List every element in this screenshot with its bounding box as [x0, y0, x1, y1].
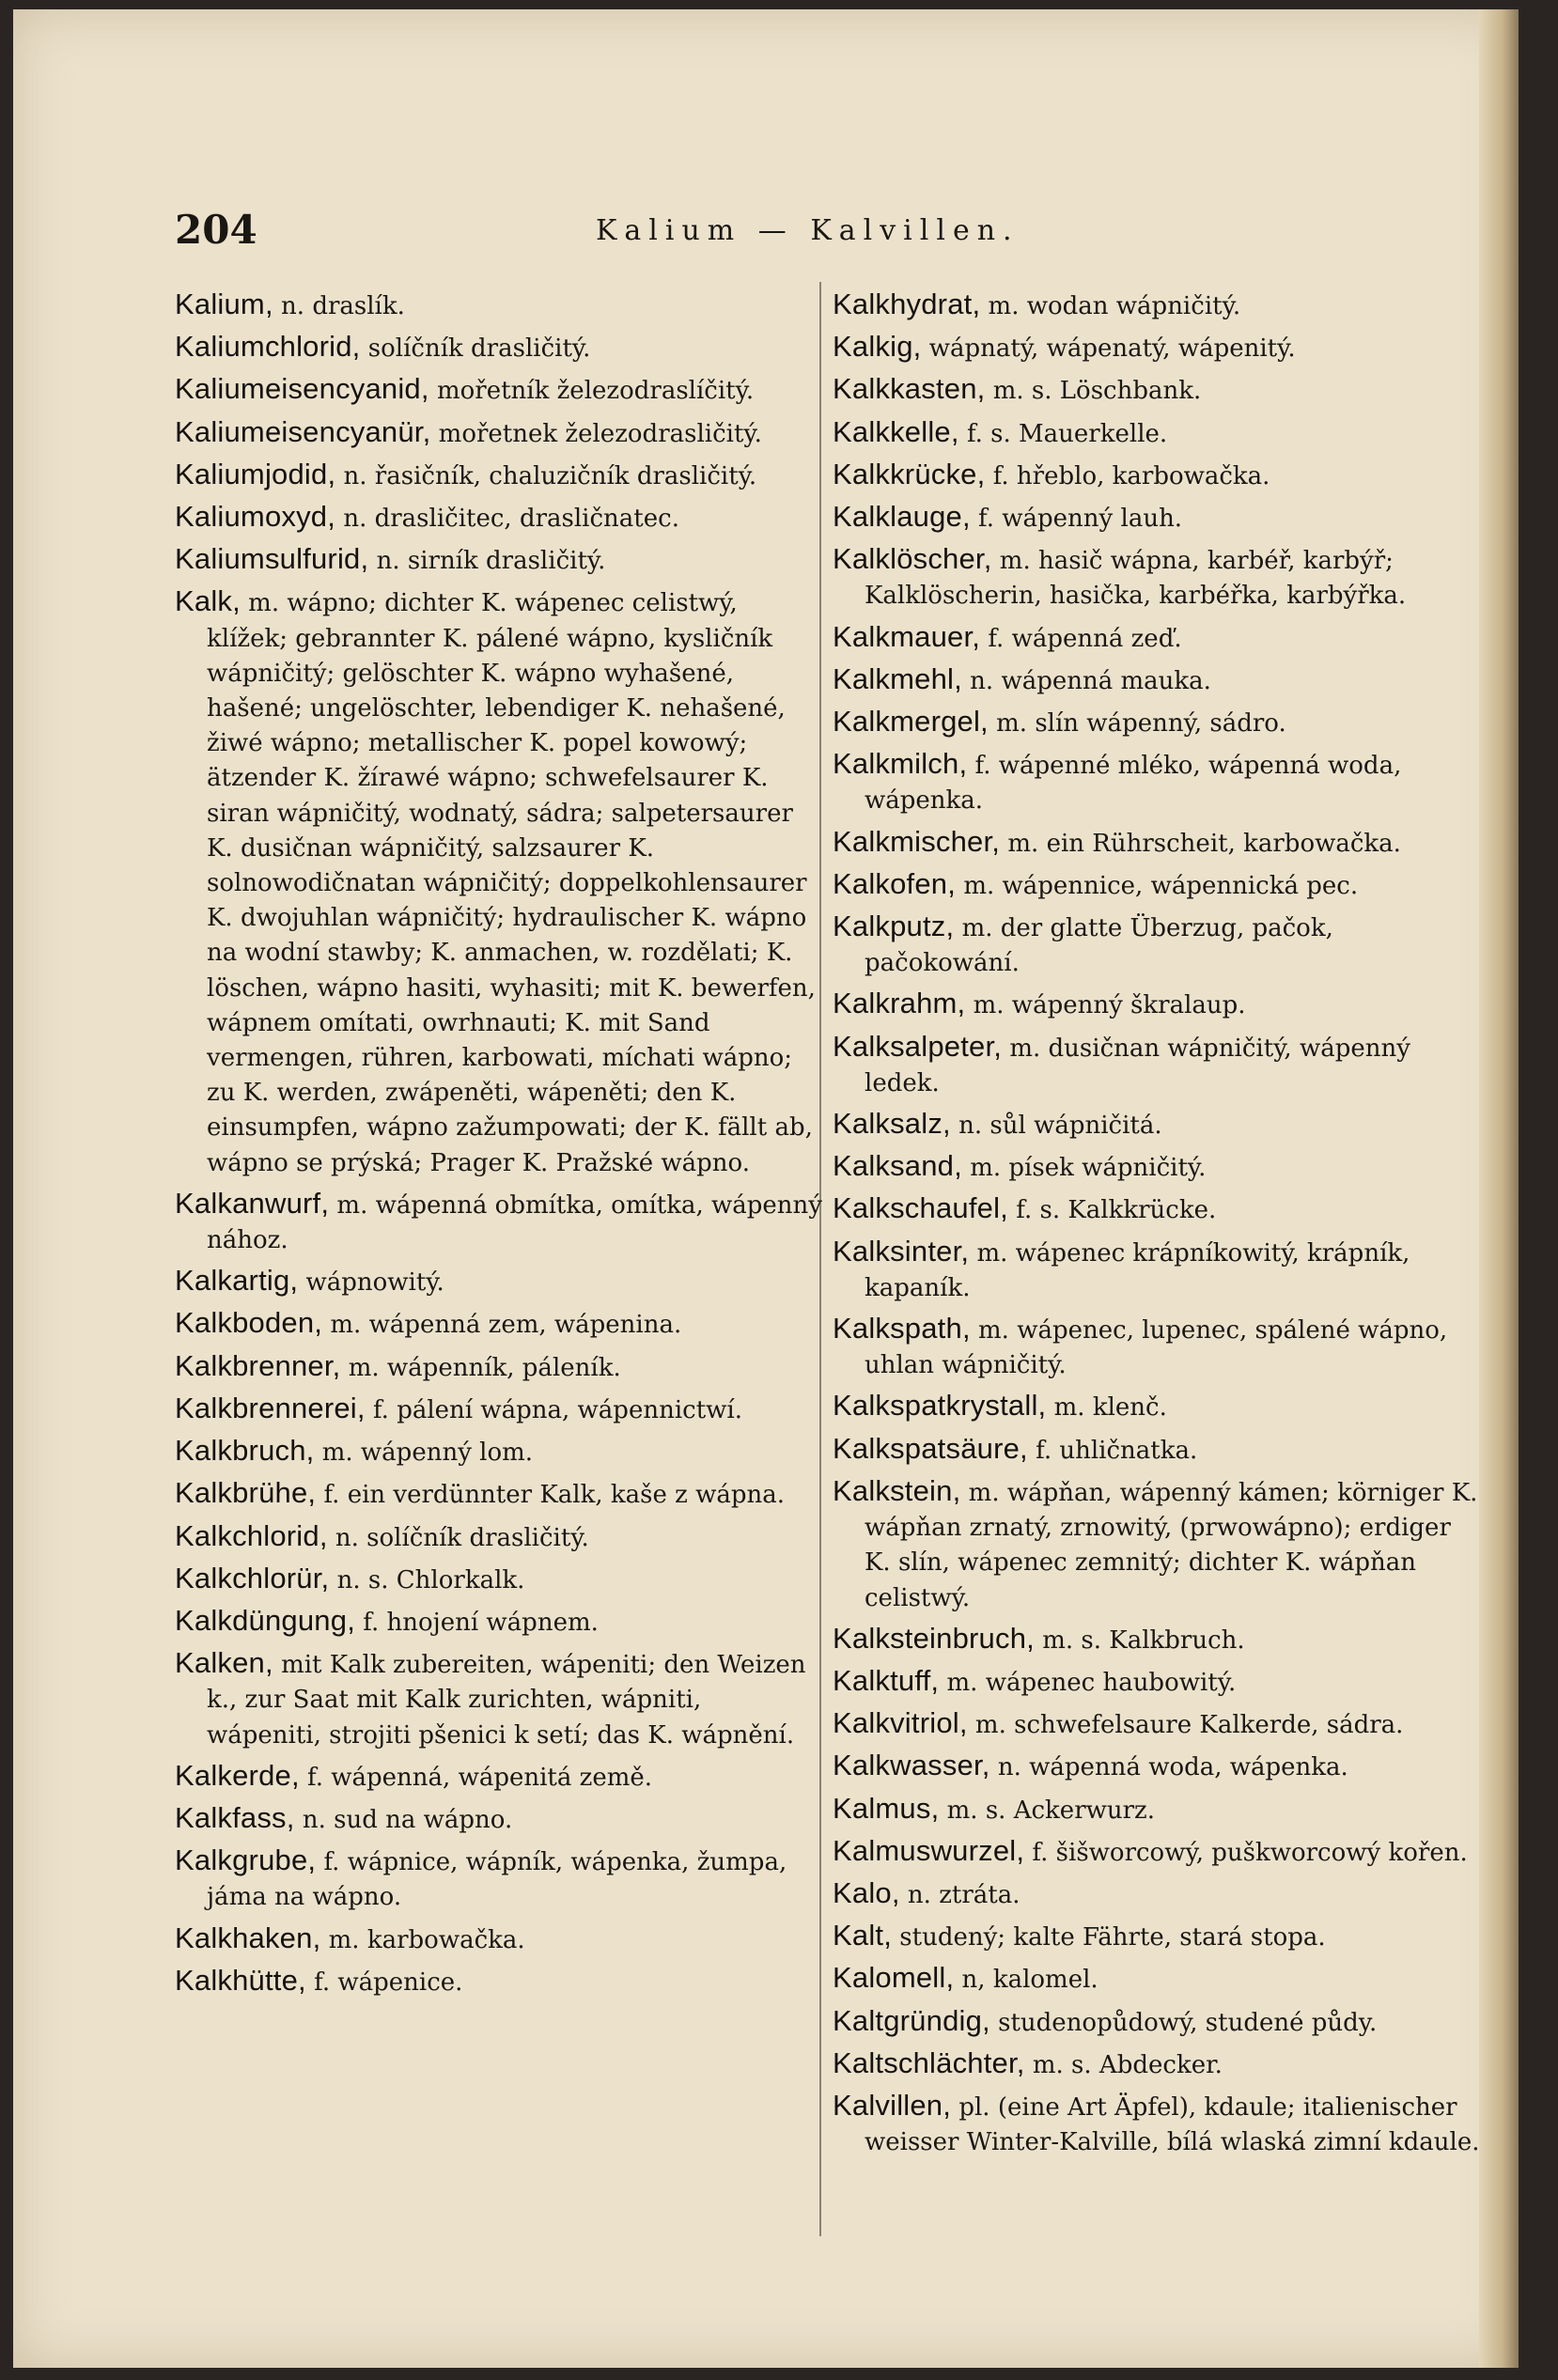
entry-definition: m. der glatte Überzug, pačok, pačokowání. — [865, 914, 1333, 978]
dictionary-entry — [833, 824, 1481, 862]
entry-definition: studenopůdowý, studené půdy. — [989, 2008, 1378, 2037]
entry-headword: Kalktuff, — [833, 1663, 940, 1697]
entry-headword: Kalksand, — [833, 1149, 962, 1183]
book-spine-edge — [1479, 9, 1519, 2368]
entry-headword: Kalkfass, — [175, 1800, 295, 1834]
dictionary-entry — [833, 541, 1481, 614]
dictionary-entry — [175, 1518, 823, 1556]
entry-definition: n. solíčník drasličitý. — [327, 1523, 589, 1552]
dictionary-entry — [833, 1663, 1481, 1701]
entry-headword: Kalkkrücke, — [833, 457, 986, 490]
entry-definition: m. ein Rührscheit, karbowačka. — [1000, 829, 1401, 858]
entry-definition: f. ein verdünnter Kalk, kaše z wápna. — [316, 1481, 785, 1510]
dictionary-entry — [833, 1875, 1481, 1913]
entry-definition: solíčník drasličitý. — [360, 334, 591, 364]
entry-headword: Kalkanwurf, — [175, 1186, 330, 1220]
entry-headword: Kalkhaken, — [175, 1921, 321, 1954]
entry-headword: Kalkkelle, — [833, 414, 959, 448]
entry-headword: Kalkschaufel, — [833, 1191, 1008, 1225]
dictionary-entry — [833, 287, 1481, 324]
dictionary-entry — [833, 661, 1481, 699]
entry-definition: wápnowitý. — [298, 1268, 444, 1298]
entry-definition: m. s. Ackerwurz. — [939, 1796, 1156, 1825]
dictionary-entry — [175, 499, 823, 537]
entry-definition: f. hřeblo, karbowačka. — [985, 461, 1270, 490]
dictionary-entry — [175, 1305, 823, 1343]
entry-headword: Kalkputz, — [833, 910, 955, 943]
dictionary-entry — [833, 457, 1481, 494]
dictionary-entry — [175, 371, 823, 409]
entry-definition: m. s. Löschbank. — [985, 377, 1202, 406]
dictionary-entry — [833, 1106, 1481, 1143]
entry-definition: m. s. Kalkbruch. — [1034, 1626, 1245, 1655]
dictionary-entry — [175, 1963, 823, 2000]
entry-headword: Kalksinter, — [833, 1234, 970, 1268]
dictionary-entry — [833, 1234, 1481, 1306]
entry-headword: Kalkkasten, — [833, 372, 986, 406]
entry-headword: Kalkchlorür, — [175, 1561, 330, 1594]
dictionary-entry — [833, 1918, 1481, 1955]
entry-definition: n. wápenná mauka. — [961, 666, 1211, 695]
entry-definition: m. wápenná zem, wápenina. — [322, 1311, 682, 1340]
entry-definition: n. sud na wápno. — [294, 1805, 513, 1834]
dictionary-entry — [833, 619, 1481, 657]
dictionary-entry — [175, 1561, 823, 1598]
entry-definition: n. wápenná woda, wápenka. — [989, 1753, 1348, 1782]
entry-definition: f. hnojení wápnem. — [355, 1608, 599, 1637]
page-header — [154, 207, 1479, 263]
entry-headword: Kalksteinbruch, — [833, 1621, 1035, 1655]
right-column — [833, 287, 1481, 2165]
entry-definition: m. wápennice, wápennická pec. — [956, 871, 1359, 900]
entry-headword: Kalvillen, — [833, 2088, 952, 2122]
entry-definition: m. písek wápničitý. — [961, 1154, 1207, 1183]
entry-definition: n. ztráta. — [899, 1880, 1020, 1909]
entry-headword: Kalken, — [175, 1646, 273, 1680]
dictionary-entry — [833, 2046, 1481, 2083]
entry-headword: Kalkspatkrystall, — [833, 1389, 1047, 1423]
entry-definition: studený; kalte Fährte, stará stopa. — [892, 1923, 1326, 1952]
page-number: 204 — [175, 207, 257, 253]
entry-headword: Kaliumeisencyanür, — [175, 414, 431, 448]
entry-headword: Kalkbrennerei, — [175, 1391, 366, 1424]
entry-definition: n, kalomel. — [954, 1966, 1098, 1995]
entry-headword: Kalmuswurzel, — [833, 1833, 1025, 1867]
entry-headword: Kalkerde, — [175, 1758, 300, 1792]
dictionary-entry — [833, 371, 1481, 409]
dictionary-entry — [833, 909, 1481, 981]
dictionary-entry — [175, 541, 823, 579]
dictionary-entry — [175, 1800, 823, 1838]
dictionary-entry — [175, 1475, 823, 1513]
entry-headword: Kalmus, — [833, 1791, 940, 1825]
dictionary-entry — [833, 1791, 1481, 1828]
entry-definition: m. wápenný lom. — [314, 1439, 534, 1468]
dictionary-entry — [833, 499, 1481, 537]
entry-headword: Kaliumoxyd, — [175, 500, 336, 534]
dictionary-entry — [833, 1621, 1481, 1658]
dictionary-entry — [175, 414, 823, 452]
entry-headword: Kalksalpeter, — [833, 1029, 1003, 1063]
entry-definition: m. wápenník, páleník. — [340, 1353, 621, 1382]
entry-definition: f. wápenice. — [305, 1968, 463, 1997]
dictionary-entry — [175, 1186, 823, 1258]
dictionary-entry — [175, 1348, 823, 1386]
left-column — [175, 287, 823, 2005]
entry-definition: m. wápenec, lupenec, spálené wápno, uhlan wápničitý. — [865, 1316, 1448, 1380]
entry-definition: wápnatý, wápenatý, wápenitý. — [921, 334, 1296, 364]
dictionary-entry — [175, 1391, 823, 1428]
entry-headword: Kalkstein, — [833, 1473, 961, 1507]
entry-definition: pl. (eine Art Äpfel), kdaule; italienischer weisser Winter-Kalville, bílá wlaská zimní kdaule. — [865, 2092, 1480, 2157]
dictionary-entry — [175, 457, 823, 494]
entry-definition: n. s. Chlorkalk. — [329, 1565, 525, 1594]
entry-headword: Kalkboden, — [175, 1306, 323, 1340]
entry-definition: mořetník železodraslíčitý. — [428, 377, 755, 406]
entry-definition: m. wápenný škralaup. — [965, 991, 1246, 1020]
entry-headword: Kalkhütte, — [175, 1963, 306, 1997]
dictionary-entry — [833, 2088, 1481, 2160]
entry-headword: Kaltgründig, — [833, 2003, 990, 2037]
entry-headword: Kalkhydrat, — [833, 288, 981, 320]
entry-headword: Kalkvitriol, — [833, 1706, 968, 1740]
dictionary-entry — [175, 287, 823, 324]
entry-headword: Kalkmergel, — [833, 705, 989, 739]
entry-headword: Kalo, — [833, 1875, 900, 1909]
entry-definition: m. wápenná obmítka, omítka, wápenný nához. — [207, 1190, 822, 1255]
entry-headword: Kalomell, — [833, 1961, 955, 1995]
dictionary-entry — [175, 1263, 823, 1300]
entry-definition: m. wápenec krápníkowitý, krápník, kapaník. — [865, 1238, 1410, 1302]
entry-headword: Kalkdüngung, — [175, 1603, 356, 1637]
dictionary-entry — [175, 1603, 823, 1641]
dictionary-entry — [833, 704, 1481, 741]
dictionary-page — [13, 9, 1519, 2368]
entry-headword: Kalium, — [175, 288, 273, 320]
entry-headword: Kalkwasser, — [833, 1749, 990, 1782]
entry-definition: n. draslík. — [273, 292, 405, 320]
entry-headword: Kalkmauer, — [833, 619, 981, 653]
entry-definition: f. wápenná, wápenitá země. — [299, 1763, 653, 1792]
entry-headword: Kalt, — [833, 1919, 893, 1952]
dictionary-entry — [833, 329, 1481, 366]
entry-headword: Kalkbrühe, — [175, 1476, 317, 1510]
entry-definition: f. šišworcowý, puškworcowý kořen. — [1024, 1838, 1468, 1867]
entry-headword: Kalksalz, — [833, 1107, 951, 1141]
dictionary-entry — [833, 986, 1481, 1023]
entry-headword: Kalkmilch, — [833, 747, 968, 781]
dictionary-entry — [833, 1029, 1481, 1101]
entry-definition: m. wápenec haubowitý. — [939, 1668, 1237, 1697]
entry-definition: mořetnek železodrasličitý. — [430, 419, 762, 448]
dictionary-entry — [833, 866, 1481, 904]
entry-definition: n. sůl wápničitá. — [950, 1112, 1162, 1141]
entry-definition: f. wápenná zeď. — [980, 624, 1182, 653]
entry-definition: m. wápňan, wápenný kámen; körniger K. wápňan zrnatý, zrnowitý, (prwowápno); erdiger K. slín, wápenec zemnitý; dichter K. wápňan celistwý. — [865, 1478, 1478, 1612]
entry-definition: m. slín wápenný, sádro. — [988, 709, 1286, 739]
entry-headword: Kaliumchlorid, — [175, 330, 361, 364]
entry-headword: Kalkrahm, — [833, 987, 966, 1020]
entry-headword: Kaliumsulfurid, — [175, 542, 369, 576]
entry-headword: Kalkartig, — [175, 1264, 299, 1298]
entry-definition: n. řasičník, chaluzičník drasličitý. — [335, 461, 757, 490]
dictionary-entry — [833, 1190, 1481, 1228]
entry-definition: m. hasič wápna, karbéř, karbýř; Kalklöscherin, hasička, karbéřka, karbýřka. — [865, 547, 1407, 611]
dictionary-entry — [175, 583, 823, 1180]
entry-headword: Kalklöscher, — [833, 542, 992, 576]
dictionary-entry — [833, 1431, 1481, 1469]
dictionary-entry — [175, 1645, 823, 1753]
entry-headword: Kalklauge, — [833, 500, 971, 534]
entry-headword: Kalkchlorid, — [175, 1518, 328, 1552]
dictionary-entry — [833, 746, 1481, 818]
entry-headword: Kaltschlächter, — [833, 2046, 1025, 2079]
entry-headword: Kalkgrube, — [175, 1843, 317, 1877]
dictionary-entry — [175, 329, 823, 366]
entry-definition: f. s. Mauerkelle. — [958, 419, 1168, 448]
entry-headword: Kalk, — [175, 584, 241, 618]
entry-definition: f. wápenné mléko, wápenná woda, wápenka. — [865, 752, 1402, 816]
running-head: Kalium — Kalvillen. — [596, 214, 1020, 247]
dictionary-entry — [833, 414, 1481, 452]
entry-headword: Kalkbruch, — [175, 1434, 315, 1468]
entry-definition: f. pálení wápna, wápennictwí. — [365, 1395, 742, 1424]
dictionary-entry — [833, 1960, 1481, 1998]
entry-definition: f. s. Kalkkrücke. — [1007, 1196, 1217, 1225]
dictionary-entry — [175, 1843, 823, 1915]
dictionary-entry — [175, 1758, 823, 1796]
entry-definition: m. karbowačka. — [320, 1925, 525, 1954]
entry-definition: m. dusičnan wápničitý, wápenný ledek. — [865, 1034, 1410, 1097]
entry-definition: m. s. Abdecker. — [1024, 2050, 1223, 2079]
entry-definition: f. uhličnatka. — [1027, 1436, 1198, 1465]
dictionary-entry — [833, 2003, 1481, 2041]
entry-headword: Kaliumjodid, — [175, 457, 336, 490]
entry-headword: Kaliumeisencyanid, — [175, 372, 429, 406]
entry-definition: n. sirník drasličitý. — [368, 547, 606, 576]
dictionary-entry — [833, 1148, 1481, 1186]
entry-definition: m. schwefelsaure Kalkerde, sádra. — [967, 1711, 1404, 1740]
dictionary-entry — [833, 1311, 1481, 1383]
entry-definition: mit Kalk zubereiten, wápeniti; den Weizen k., zur Saat mit Kalk zurichten, wápniti, wápeniti, strojiti pšenici k setí; das K. wápnění. — [207, 1651, 806, 1750]
entry-definition: m. wápno; dichter K. wápenec celistwý, klížek; gebrannter K. pálené wápno, kysličník wápničitý; gelöschter K. wápno wyhašené, hašené; ungelöschter, lebendiger K. nehašené, žiwé wápno; metallischer K. popel kowowý; ätzender K. žírawé wápno; schwefelsaurer K. siran wápničitý, wodnatý, sádra; salpetersaurer K. dusičnan wápničitý, salzsaurer K. solnowodičnatan wápničitý; doppelkohlensaurer K. dwojuhlan wápničitý; hydraulischer K. wápno na wodní stawby; K. anmachen, w. rozdělati; K. löschen, wápno hasiti, wyhasiti; mit K. bewerfen, wápnem omítati, owrhnauti; K. mit Sand vermengen, rühren, karbowati, míchati wápno; zu K. werden, zwápeněti, wápeněti; den K. einsumpfen, wápno zažumpowati; der K. fällt ab, wápno se prýská; Prager K. Pražské wápno. — [207, 589, 816, 1177]
entry-headword: Kalkofen, — [833, 866, 957, 900]
entry-headword: Kalkmehl, — [833, 661, 962, 695]
entry-definition: m. klenč. — [1046, 1393, 1167, 1423]
dictionary-entry — [833, 1833, 1481, 1871]
dictionary-entry — [833, 1473, 1481, 1616]
entry-headword: Kalkspath, — [833, 1312, 971, 1346]
entry-definition: f. wápnice, wápník, wápenka, žumpa, jáma na wápno. — [207, 1848, 787, 1912]
entry-headword: Kalkbrenner, — [175, 1348, 341, 1382]
dictionary-entry — [175, 1433, 823, 1470]
entry-definition: n. drasličitec, drasličnatec. — [335, 505, 679, 534]
dictionary-entry — [833, 1388, 1481, 1425]
dictionary-entry — [833, 1748, 1481, 1785]
entry-headword: Kalkmischer, — [833, 824, 1001, 858]
entry-definition: f. wápenný lauh. — [970, 505, 1183, 534]
dictionary-entry — [833, 1705, 1481, 1743]
entry-headword: Kalkig, — [833, 330, 922, 364]
entry-definition: m. wodan wápničitý. — [980, 292, 1241, 320]
dictionary-entry — [175, 1921, 823, 1958]
entry-headword: Kalkspatsäure, — [833, 1431, 1028, 1465]
